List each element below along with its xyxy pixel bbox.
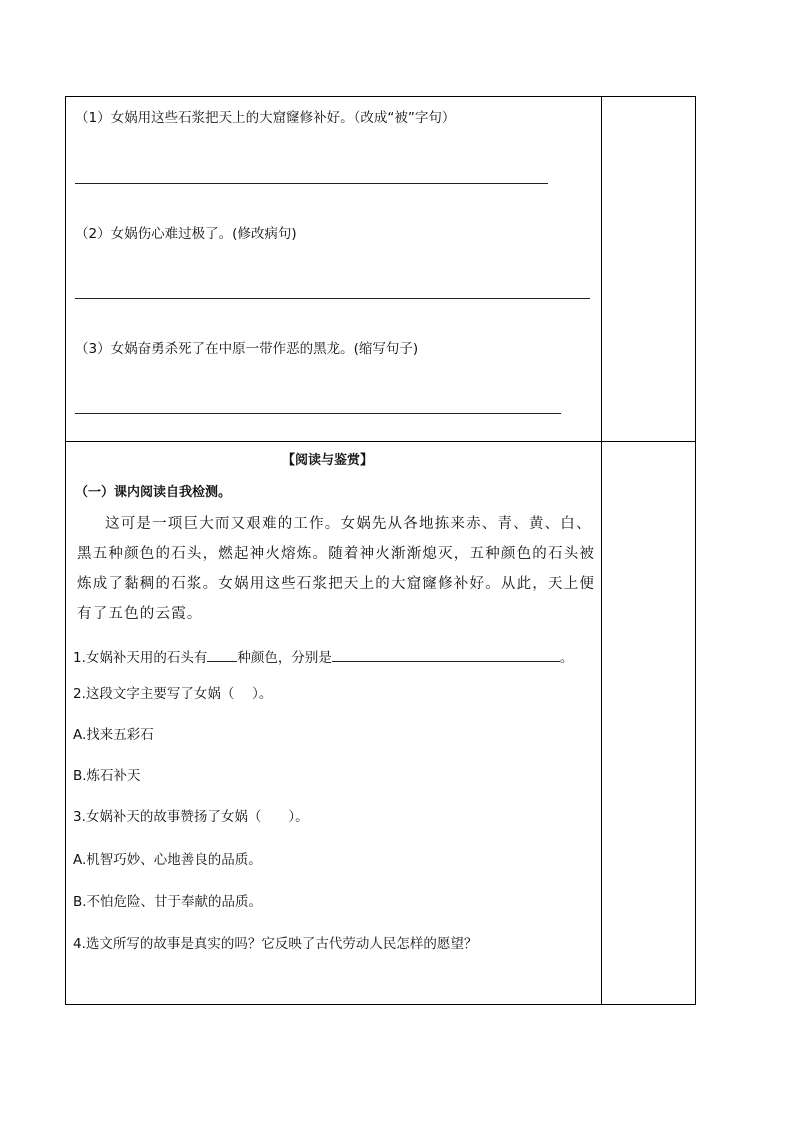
exercise-1: （1）女娲用这些石浆把天上的大窟窿修补好。（改成“被”字句） [75,110,456,126]
question-3: 3.女娲补天的故事赞扬了女娲（ ）。 [73,809,309,825]
question-2: 2.这段文字主要写了女娲（ ）。 [73,686,273,702]
blank-count[interactable] [207,646,237,662]
option-3a: A.机智巧妙、心地善良的品质。 [73,852,262,868]
question-1-part-a: 1.女娲补天用的石头有 [73,650,208,666]
question-1-part-c: 。 [559,650,574,666]
exercise-2: （2）女娲伤心难过极了。(修改病句) [75,226,297,242]
answer-line-1[interactable] [75,183,548,184]
answer-line-3[interactable] [75,413,561,414]
question-1 [73,646,573,667]
option-2a: A.找来五彩石 [73,727,154,743]
reading-passage [77,509,597,629]
exercise-3: （3）女娲奋勇杀死了在中原一带作恶的黑龙。(缩写句子) [75,341,419,357]
subsection-title: （一）课内阅读自我检测。 [75,485,232,500]
column-divider [601,96,602,1005]
passage-text: 这可是一项巨大而又艰难的工作。女娲先从各地拣来赤、青、黄、白、黑五种颜色的石头，燃起神火熔炼。随着神火渐渐熄灭，五种颜色的石头被炼成了黏稠的石浆。女娲用这些石浆把天上的大窟窿修补好。从此，天上便有了五色的云霞。 [77,516,596,622]
option-3b: B.不怕危险、甘于奉献的品质。 [73,894,263,910]
row-divider [65,441,696,442]
answer-line-2[interactable] [75,298,590,299]
blank-colors[interactable] [332,646,560,662]
question-1-part-b: 种颜色，分别是 [237,650,332,666]
section-heading: 【阅读与鉴赏】 [282,453,374,468]
question-4: 4.选文所写的故事是真实的吗？它反映了古代劳动人民怎样的愿望？ [73,936,478,952]
option-2b: B.炼石补天 [73,768,141,784]
